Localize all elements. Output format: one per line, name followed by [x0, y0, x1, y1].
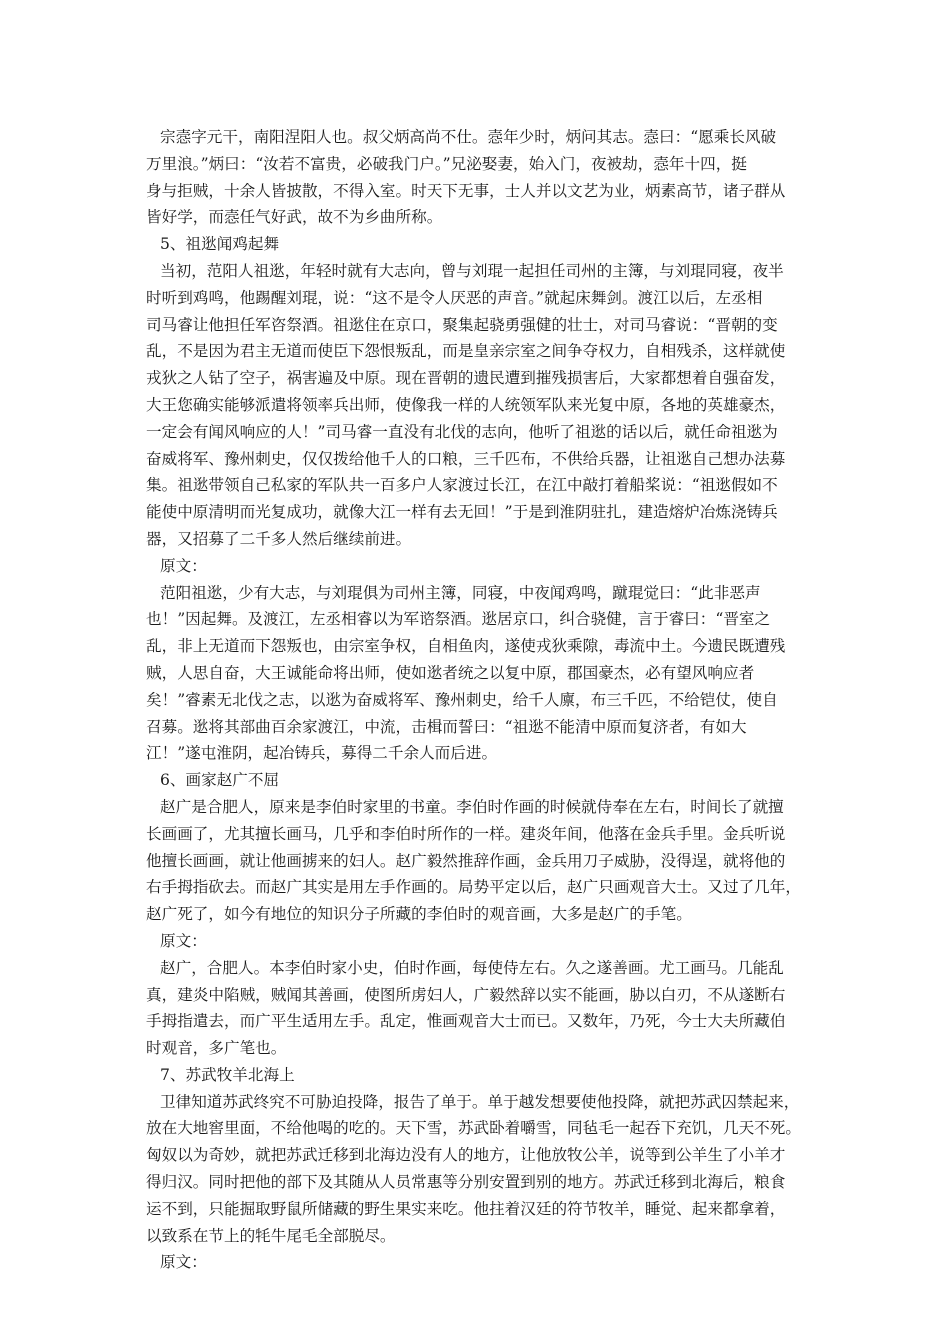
text-line: 集。祖逖带领自己私家的军队共一百多户人家渡过长江，在江中敲打着船桨说：“祖逖假如不: [146, 476, 778, 495]
original-text-label: [146, 553, 806, 580]
text-line: 贼，人思自奋，大王诚能命将出师，使如逖者统之以复中原，郡国豪杰，必有望风响应者: [146, 663, 755, 682]
text-line: 能使中原清明而光复成功，就像大江一样有去无回！”于是到淮阴驻扎，建造熔炉冶炼浇铸兵: [146, 503, 778, 522]
text-line: 真，建炎中陷贼，贼闻其善画，使图所虏妇人，广毅然辞以实不能画，胁以白刃，不从遂断右: [146, 985, 786, 1004]
text-line: 矣！”睿素无北伐之志，以逖为奋威将军、豫州刺史，给千人廪，布三千匹，不给铠仗，使自: [146, 690, 778, 709]
text-line: 赵广，合肥人。本李伯时家小史，伯时作画，每使侍左右。久之遂善画。尤工画马。几能乱: [160, 958, 784, 977]
text-line: 皆好学，而悫任气好武，故不为乡曲所称。: [146, 208, 443, 227]
text-line: 以致系在节上的牦牛尾毛全部脱尽。: [146, 1226, 396, 1245]
text-line: 器，又招募了二千多人然后继续前进。: [146, 529, 412, 548]
translation-paragraph: [146, 794, 806, 928]
text-line: 放在大地窖里面，不给他喝的吃的。天下雪，苏武卧着嚼雪，同毡毛一起吞下充饥，几天不死。: [146, 1119, 801, 1138]
text-line: 手拇指遣去，而广平生适用左手。乱定，惟画观音大士而已。又数年，乃死，今士大夫所藏伯: [146, 1012, 786, 1031]
document-page: [146, 124, 806, 1276]
section-heading: [146, 1062, 806, 1089]
original-text-label: [146, 1249, 806, 1276]
text-line: 匈奴以为奇妙，就把苏武迁移到北海边没有人的地方，让他放牧公羊，说等到公羊生了小羊才: [146, 1146, 786, 1165]
section-heading: [146, 767, 806, 794]
text-line: 大王您确实能够派遣将领率兵出师，使像我一样的人统领军队来光复中原，各地的英雄豪杰，: [146, 395, 786, 414]
heading-text: 原文：: [160, 556, 207, 575]
heading-text: 原文：: [160, 931, 207, 950]
text-line: 身与拒贼，十余人皆披散，不得入室。时天下无事，士人并以文艺为业，炳素高节，诸子群从: [146, 181, 786, 200]
text-line: 右手拇指砍去。而赵广其实是用左手作画的。局势平定以后，赵广只画观音大士。又过了几年，: [146, 878, 801, 897]
text-line: 司马睿让他担任军咨祭酒。祖逖住在京口，聚集起骁勇强健的壮士，对司马睿说：“晋朝的变: [146, 315, 778, 334]
text-line: 范阳祖逖，少有大志，与刘琨俱为司州主簿，同寝，中夜闻鸡鸣，蹴琨觉曰：“此非恶声: [160, 583, 761, 602]
original-text-paragraph: [146, 580, 806, 768]
text-line: 赵广死了，如今有地位的知识分子所藏的李伯时的观音画，大多是赵广的手笔。: [146, 905, 692, 924]
text-line: 奋威将军、豫州刺史，仅仅拨给他千人的口粮，三千匹布，不供给兵器，让祖逖自己想办法募: [146, 449, 786, 468]
heading-text: 6、画家赵广不屈: [160, 771, 280, 790]
text-line: 赵广是合肥人，原来是李伯时家里的书童。李伯时作画的时候就侍奉在左右，时间长了就擅: [160, 797, 784, 816]
text-line: 万里浪。”炳曰：“汝若不富贵，必破我门户。”兄泌娶妻，始入门，夜被劫，悫年十四，挺: [146, 154, 747, 173]
text-line: 得归汉。同时把他的部下及其随从人员常惠等分别安置到别的地方。苏武迁移到北海后，粮食: [146, 1173, 786, 1192]
text-line: 乱，非上无道而下怨叛也，由宗室争权，自相鱼肉，遂使戎狄乘隙，毒流中土。今遗民既遭残: [146, 637, 786, 656]
text-line: 江！”遂屯淮阴，起冶铸兵，募得二千余人而后进。: [146, 744, 498, 763]
original-text-label: [146, 928, 806, 955]
text-line: 时听到鸡鸣，他踢醒刘琨，说：“这不是令人厌恶的声音。”就起床舞剑。渡江以后，左丞相: [146, 288, 763, 307]
text-line: 他擅长画画，就让他画掳来的妇人。赵广毅然推辞作画，金兵用刀子威胁，没得逞，就将他的: [146, 851, 786, 870]
text-line: 长画画了，尤其擅长画马，几乎和李伯时所作的一样。建炎年间，他落在金兵手里。金兵听说: [146, 824, 786, 843]
text-line: 戎狄之人钻了空子，祸害遍及中原。现在晋朝的遗民遭到摧残损害后，大家都想着自强奋发，: [146, 369, 786, 388]
text-line: 当初，范阳人祖逖，年轻时就有大志向，曾与刘琨一起担任司州的主簿，与刘琨同寝，夜半: [160, 261, 784, 280]
text-line: 时观音，多广笔也。: [146, 1039, 287, 1058]
heading-text: 5、祖逖闻鸡起舞: [160, 235, 280, 254]
original-text-paragraph: [146, 955, 806, 1062]
text-line: 卫律知道苏武终究不可胁迫投降，报告了单于。单于越发想要使他投降，就把苏武囚禁起来，: [160, 1092, 800, 1111]
intro-paragraph: [146, 124, 806, 231]
text-line: 一定会有闻风响应的人！”司马睿一直没有北伐的志向，他听了祖逖的话以后，就任命祖逖为: [146, 422, 778, 441]
text-line: 运不到，只能掘取野鼠所储藏的野生果实来吃。他拄着汉廷的符节牧羊，睡觉、起来都拿着，: [146, 1199, 786, 1218]
translation-paragraph: [146, 258, 806, 553]
heading-text: 7、苏武牧羊北海上: [160, 1065, 295, 1084]
section-heading: [146, 231, 806, 258]
translation-paragraph: [146, 1089, 806, 1250]
heading-text: 原文：: [160, 1253, 207, 1272]
text-line: 召募。逖将其部曲百余家渡江，中流，击楫而誓曰：“祖逖不能清中原而复济者，有如大: [146, 717, 747, 736]
text-line: 宗悫字元干，南阳涅阳人也。叔父炳高尚不仕。悫年少时，炳问其志。悫曰：“愿乘长风破: [160, 128, 777, 146]
text-line: 也！”因起舞。及渡江，左丞相睿以为军谘祭酒。逖居京口，纠合骁健，言于睿曰：“晋室之: [146, 610, 771, 629]
text-line: 乱，不是因为君主无道而使臣下怨恨叛乱，而是皇亲宗室之间争夺权力，自相残杀，这样就使: [146, 342, 786, 361]
